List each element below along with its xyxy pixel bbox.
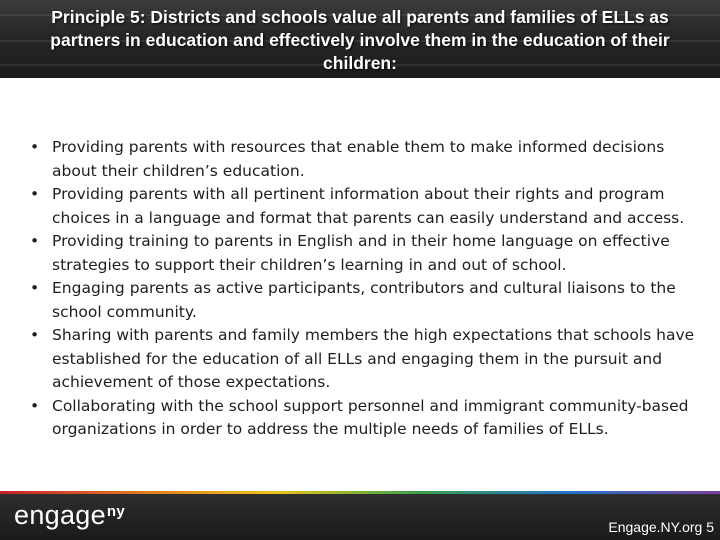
bullet-item (28, 324, 698, 395)
logo-superscript: ny (106, 503, 126, 520)
bullet-text: Sharing with parents and family members the high expectations that schools have established for the education of all ELLs and engaging them in the pursuit and achievement of those expectations. (52, 326, 695, 391)
bullet-text: Engaging parents as active participants, contributors and cultural liaisons to the school community. (52, 279, 676, 321)
footer-site (608, 519, 714, 535)
bullet-text: Providing training to parents in English and in their home language on effective strategies to support their children’s learning in and out of school. (52, 232, 670, 274)
slide-content (28, 136, 698, 442)
bullet-text: Collaborating with the school support personnel and immigrant community-based organizations in order to address the multiple needs of families of ELLs. (52, 396, 689, 438)
bullet-icon: • (30, 279, 40, 297)
bullet-icon: • (30, 396, 40, 415)
bullet-item (28, 183, 698, 230)
bullet-item (28, 230, 698, 277)
page-number: 5 (706, 519, 714, 535)
bullet-item (28, 395, 698, 442)
bullet-list (28, 136, 698, 442)
bullet-icon: • (30, 138, 40, 156)
site-url: Engage.NY.org (608, 519, 703, 535)
bullet-item (28, 136, 698, 183)
bullet-item (28, 277, 698, 324)
bullet-icon: • (30, 326, 40, 344)
bullet-text: Providing parents with resources that enable them to make informed decisions about their children’s education. (52, 138, 665, 180)
engageny-logo (14, 500, 125, 530)
bullet-icon: • (30, 232, 40, 250)
title-bar (0, 0, 720, 78)
logo-text: engage (14, 500, 106, 530)
bullet-icon: • (30, 185, 40, 203)
bullet-text: Providing parents with all pertinent information about their rights and program choices in a language and format that parents can easily understand and access. (52, 185, 685, 227)
slide-title: Principle 5: Districts and schools value all parents and families of ELLs as partners in education and effectively involve them in the education of their children: (50, 7, 670, 73)
